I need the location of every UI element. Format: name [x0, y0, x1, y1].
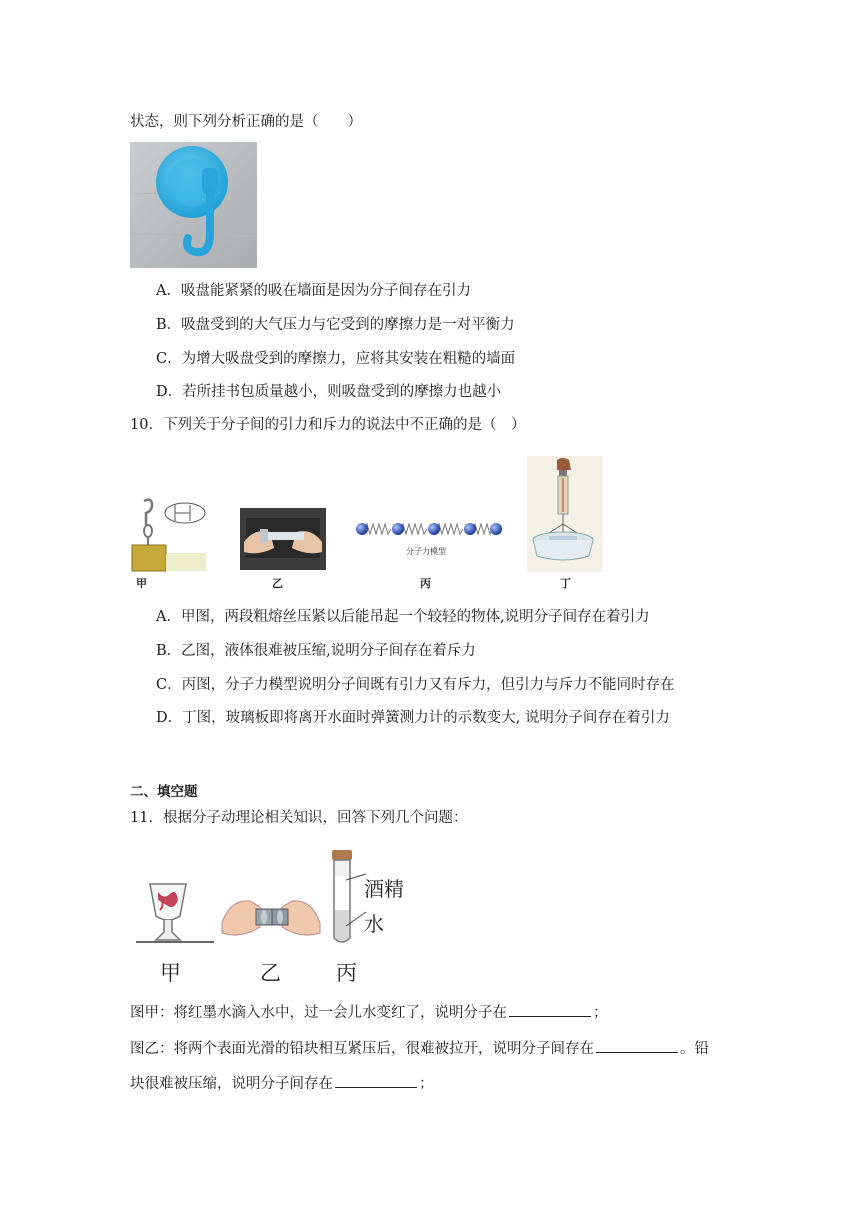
- q11-line-yi-2-text: 块很难被压缩，说明分子间存在: [130, 1076, 333, 1092]
- suction-hook-image: [130, 142, 257, 268]
- q11-line-jia-end: ；: [593, 1005, 608, 1021]
- q11-caption-jia: 甲: [160, 961, 181, 985]
- q11-line-jia: [130, 1001, 608, 1023]
- q11-figure-yi: [220, 893, 322, 943]
- q9-stem-tail: 状态，则下列分析正确的是（ ）: [130, 114, 362, 130]
- q10-caption-jia: 甲: [136, 577, 147, 590]
- q11-line-yi: [130, 1037, 709, 1059]
- q10-model-label: 分子力模型: [406, 547, 446, 556]
- q10-option-c: C．丙图，分子力模型说明分子间既有引力又有斥力，但引力与斥力不能同时存在: [156, 677, 675, 693]
- q11-line-yi-end: 。铅: [680, 1041, 709, 1057]
- q10-stem: 10．下列关于分子间的引力和斥力的说法中不正确的是（ ）: [130, 417, 526, 433]
- section-heading: 二、填空题: [130, 784, 198, 800]
- q10-option-d: D．丁图，玻璃板即将离开水面时弹簧测力计的示数变大, 说明分子间存在着引力: [156, 710, 670, 726]
- q11-caption-yi: 乙: [260, 961, 281, 985]
- q10-caption-bing: 丙: [420, 577, 431, 590]
- q11-label-water: 水: [364, 912, 384, 936]
- q10-figure-jia: [130, 495, 210, 575]
- q11-blank-1[interactable]: [509, 1001, 591, 1017]
- q11-figure-jia: [134, 870, 216, 948]
- q11-line-jia-text: 图甲：将红墨水滴入水中，过一会儿水变红了，说明分子在: [130, 1005, 507, 1021]
- q9-option-c: C．为增大吸盘受到的摩擦力，应将其安装在粗糙的墙面: [156, 351, 516, 367]
- q9-option-a: A．吸盘能紧紧的吸在墙面是因为分子间存在引力: [156, 283, 471, 299]
- q10-caption-yi: 乙: [272, 577, 283, 590]
- q11-line-yi-2: [130, 1072, 434, 1094]
- q10-option-b: B．乙图，液体很难被压缩,说明分子间存在着斥力: [156, 643, 476, 659]
- q10-caption-ding: 丁: [560, 577, 571, 590]
- q11-caption-bing: 丙: [336, 961, 357, 985]
- q11-blank-3[interactable]: [335, 1072, 417, 1088]
- q11-label-alcohol: 酒精: [364, 877, 404, 901]
- q11-line-yi-2-end: ；: [419, 1076, 434, 1092]
- q11-blank-2[interactable]: [596, 1037, 678, 1053]
- q10-figure-ding: [527, 456, 603, 572]
- q10-figure-yi: [240, 508, 326, 570]
- q9-option-b: B．吸盘受到的大气压力与它受到的摩擦力是一对平衡力: [156, 317, 515, 333]
- q10-figure-bing: [354, 518, 502, 540]
- q9-option-d: D．若所挂书包质量越小，则吸盘受到的摩擦力也越小: [156, 384, 502, 400]
- q11-stem: 11．根据分子动理论相关知识，回答下列几个问题：: [130, 810, 468, 826]
- q11-line-yi-text: 图乙：将两个表面光滑的铅块相互紧压后，很难被拉开，说明分子间存在: [130, 1041, 594, 1057]
- q10-option-a: A．甲图，两段粗熔丝压紧以后能吊起一个较轻的物体,说明分子间存在着引力: [156, 609, 650, 625]
